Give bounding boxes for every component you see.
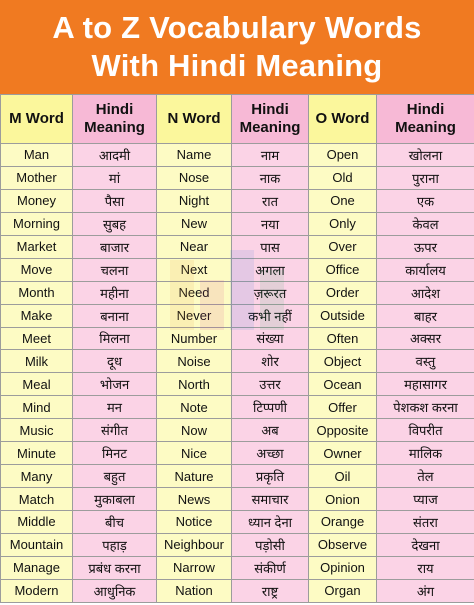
- english-word-cell: Near: [157, 235, 232, 258]
- hindi-meaning-cell: नाम: [232, 144, 309, 167]
- title-line-1: A to Z Vocabulary Words: [52, 10, 422, 45]
- hindi-meaning-cell: संतरा: [377, 511, 474, 534]
- hindi-meaning-cell: मन: [73, 396, 157, 419]
- hindi-meaning-cell: संकीर्ण: [232, 556, 309, 579]
- english-word-cell: News: [157, 488, 232, 511]
- table-row: [1, 304, 474, 327]
- english-word-cell: Only: [309, 212, 377, 235]
- title-line-2: With Hindi Meaning: [91, 48, 383, 83]
- english-word-cell: Oil: [309, 465, 377, 488]
- hindi-meaning-cell: अब: [232, 419, 309, 442]
- table-row: [1, 258, 474, 281]
- english-word-cell: Mind: [1, 396, 73, 419]
- hindi-meaning-cell: मालिक: [377, 442, 474, 465]
- english-word-cell: Minute: [1, 442, 73, 465]
- hindi-meaning-cell: भोजन: [73, 373, 157, 396]
- hindi-meaning-cell: चलना: [73, 258, 157, 281]
- english-word-cell: Noise: [157, 350, 232, 373]
- english-word-cell: Object: [309, 350, 377, 373]
- english-word-cell: Old: [309, 166, 377, 189]
- column-header-word: M Word: [1, 95, 73, 144]
- hindi-meaning-cell: अच्छा: [232, 442, 309, 465]
- hindi-meaning-cell: आधुनिक: [73, 579, 157, 602]
- column-header-word: O Word: [309, 95, 377, 144]
- table-row: [1, 373, 474, 396]
- english-word-cell: Opinion: [309, 556, 377, 579]
- column-header-meaning: Hindi Meaning: [232, 95, 309, 144]
- hindi-meaning-cell: केवल: [377, 212, 474, 235]
- english-word-cell: Open: [309, 144, 377, 167]
- hindi-meaning-cell: दूध: [73, 350, 157, 373]
- table-row: [1, 166, 474, 189]
- hindi-meaning-cell: संगीत: [73, 419, 157, 442]
- english-word-cell: Order: [309, 281, 377, 304]
- table-row: [1, 144, 474, 167]
- english-word-cell: Match: [1, 488, 73, 511]
- english-word-cell: Meet: [1, 327, 73, 350]
- hindi-meaning-cell: प्रकृति: [232, 465, 309, 488]
- english-word-cell: Nose: [157, 166, 232, 189]
- hindi-meaning-cell: महासागर: [377, 373, 474, 396]
- hindi-meaning-cell: एक: [377, 189, 474, 212]
- table-row: [1, 327, 474, 350]
- hindi-meaning-cell: महीना: [73, 281, 157, 304]
- english-word-cell: Note: [157, 396, 232, 419]
- hindi-meaning-cell: पैसा: [73, 189, 157, 212]
- table-body: [1, 144, 474, 603]
- hindi-meaning-cell: रात: [232, 189, 309, 212]
- english-word-cell: Meal: [1, 373, 73, 396]
- english-word-cell: Mountain: [1, 533, 73, 556]
- column-header-meaning: Hindi Meaning: [377, 95, 474, 144]
- hindi-meaning-cell: सुबह: [73, 212, 157, 235]
- english-word-cell: Narrow: [157, 556, 232, 579]
- hindi-meaning-cell: राय: [377, 556, 474, 579]
- hindi-meaning-cell: अंग: [377, 579, 474, 602]
- english-word-cell: Many: [1, 465, 73, 488]
- hindi-meaning-cell: मां: [73, 166, 157, 189]
- english-word-cell: Make: [1, 304, 73, 327]
- hindi-meaning-cell: पड़ोसी: [232, 533, 309, 556]
- english-word-cell: Onion: [309, 488, 377, 511]
- hindi-meaning-cell: बनाना: [73, 304, 157, 327]
- table-row: [1, 579, 474, 602]
- english-word-cell: Nature: [157, 465, 232, 488]
- english-word-cell: Nation: [157, 579, 232, 602]
- hindi-meaning-cell: ध्यान देना: [232, 511, 309, 534]
- hindi-meaning-cell: बाहर: [377, 304, 474, 327]
- table-row: [1, 281, 474, 304]
- hindi-meaning-cell: उत्तर: [232, 373, 309, 396]
- hindi-meaning-cell: अगला: [232, 258, 309, 281]
- hindi-meaning-cell: शोर: [232, 350, 309, 373]
- column-header-word: N Word: [157, 95, 232, 144]
- table-header-row: [1, 95, 474, 144]
- hindi-meaning-cell: पास: [232, 235, 309, 258]
- hindi-meaning-cell: वस्तु: [377, 350, 474, 373]
- hindi-meaning-cell: कभी नहीं: [232, 304, 309, 327]
- table-row: [1, 488, 474, 511]
- vocabulary-table: [0, 94, 474, 603]
- hindi-meaning-cell: विपरीत: [377, 419, 474, 442]
- english-word-cell: Offer: [309, 396, 377, 419]
- english-word-cell: Neighbour: [157, 533, 232, 556]
- english-word-cell: Night: [157, 189, 232, 212]
- hindi-meaning-cell: मुकाबला: [73, 488, 157, 511]
- hindi-meaning-cell: बाजार: [73, 235, 157, 258]
- english-word-cell: Name: [157, 144, 232, 167]
- hindi-meaning-cell: पहाड़: [73, 533, 157, 556]
- table-row: [1, 533, 474, 556]
- english-word-cell: Owner: [309, 442, 377, 465]
- table-row: [1, 350, 474, 373]
- column-header-meaning: Hindi Meaning: [73, 95, 157, 144]
- english-word-cell: Month: [1, 281, 73, 304]
- hindi-meaning-cell: टिप्पणी: [232, 396, 309, 419]
- hindi-meaning-cell: देखना: [377, 533, 474, 556]
- english-word-cell: Manage: [1, 556, 73, 579]
- hindi-meaning-cell: प्याज: [377, 488, 474, 511]
- english-word-cell: One: [309, 189, 377, 212]
- english-word-cell: Outside: [309, 304, 377, 327]
- english-word-cell: Office: [309, 258, 377, 281]
- english-word-cell: Market: [1, 235, 73, 258]
- english-word-cell: North: [157, 373, 232, 396]
- english-word-cell: Never: [157, 304, 232, 327]
- english-word-cell: Money: [1, 189, 73, 212]
- english-word-cell: Opposite: [309, 419, 377, 442]
- hindi-meaning-cell: नया: [232, 212, 309, 235]
- english-word-cell: Mother: [1, 166, 73, 189]
- hindi-meaning-cell: आदमी: [73, 144, 157, 167]
- hindi-meaning-cell: ज़रूरत: [232, 281, 309, 304]
- hindi-meaning-cell: पेशकश करना: [377, 396, 474, 419]
- english-word-cell: Man: [1, 144, 73, 167]
- english-word-cell: Music: [1, 419, 73, 442]
- table-row: [1, 212, 474, 235]
- table-row: [1, 511, 474, 534]
- english-word-cell: Observe: [309, 533, 377, 556]
- english-word-cell: Number: [157, 327, 232, 350]
- english-word-cell: Often: [309, 327, 377, 350]
- table-row: [1, 419, 474, 442]
- hindi-meaning-cell: बहुत: [73, 465, 157, 488]
- hindi-meaning-cell: बीच: [73, 511, 157, 534]
- english-word-cell: Now: [157, 419, 232, 442]
- english-word-cell: Morning: [1, 212, 73, 235]
- hindi-meaning-cell: अक्सर: [377, 327, 474, 350]
- english-word-cell: Need: [157, 281, 232, 304]
- english-word-cell: Milk: [1, 350, 73, 373]
- table-row: [1, 235, 474, 258]
- hindi-meaning-cell: तेल: [377, 465, 474, 488]
- english-word-cell: Middle: [1, 511, 73, 534]
- table-row: [1, 442, 474, 465]
- english-word-cell: Notice: [157, 511, 232, 534]
- english-word-cell: Move: [1, 258, 73, 281]
- hindi-meaning-cell: समाचार: [232, 488, 309, 511]
- english-word-cell: Orange: [309, 511, 377, 534]
- table-row: [1, 396, 474, 419]
- english-word-cell: Ocean: [309, 373, 377, 396]
- table-row: [1, 465, 474, 488]
- hindi-meaning-cell: खोलना: [377, 144, 474, 167]
- english-word-cell: Next: [157, 258, 232, 281]
- hindi-meaning-cell: कार्यालय: [377, 258, 474, 281]
- hindi-meaning-cell: संख्या: [232, 327, 309, 350]
- hindi-meaning-cell: प्रबंध करना: [73, 556, 157, 579]
- english-word-cell: Nice: [157, 442, 232, 465]
- table-row: [1, 556, 474, 579]
- english-word-cell: New: [157, 212, 232, 235]
- hindi-meaning-cell: नाक: [232, 166, 309, 189]
- hindi-meaning-cell: राष्ट्र: [232, 579, 309, 602]
- hindi-meaning-cell: मिलना: [73, 327, 157, 350]
- table-row: [1, 189, 474, 212]
- hindi-meaning-cell: मिनट: [73, 442, 157, 465]
- english-word-cell: Organ: [309, 579, 377, 602]
- hindi-meaning-cell: पुराना: [377, 166, 474, 189]
- hindi-meaning-cell: आदेश: [377, 281, 474, 304]
- english-word-cell: Over: [309, 235, 377, 258]
- english-word-cell: Modern: [1, 579, 73, 602]
- hindi-meaning-cell: ऊपर: [377, 235, 474, 258]
- title-banner: [0, 0, 474, 94]
